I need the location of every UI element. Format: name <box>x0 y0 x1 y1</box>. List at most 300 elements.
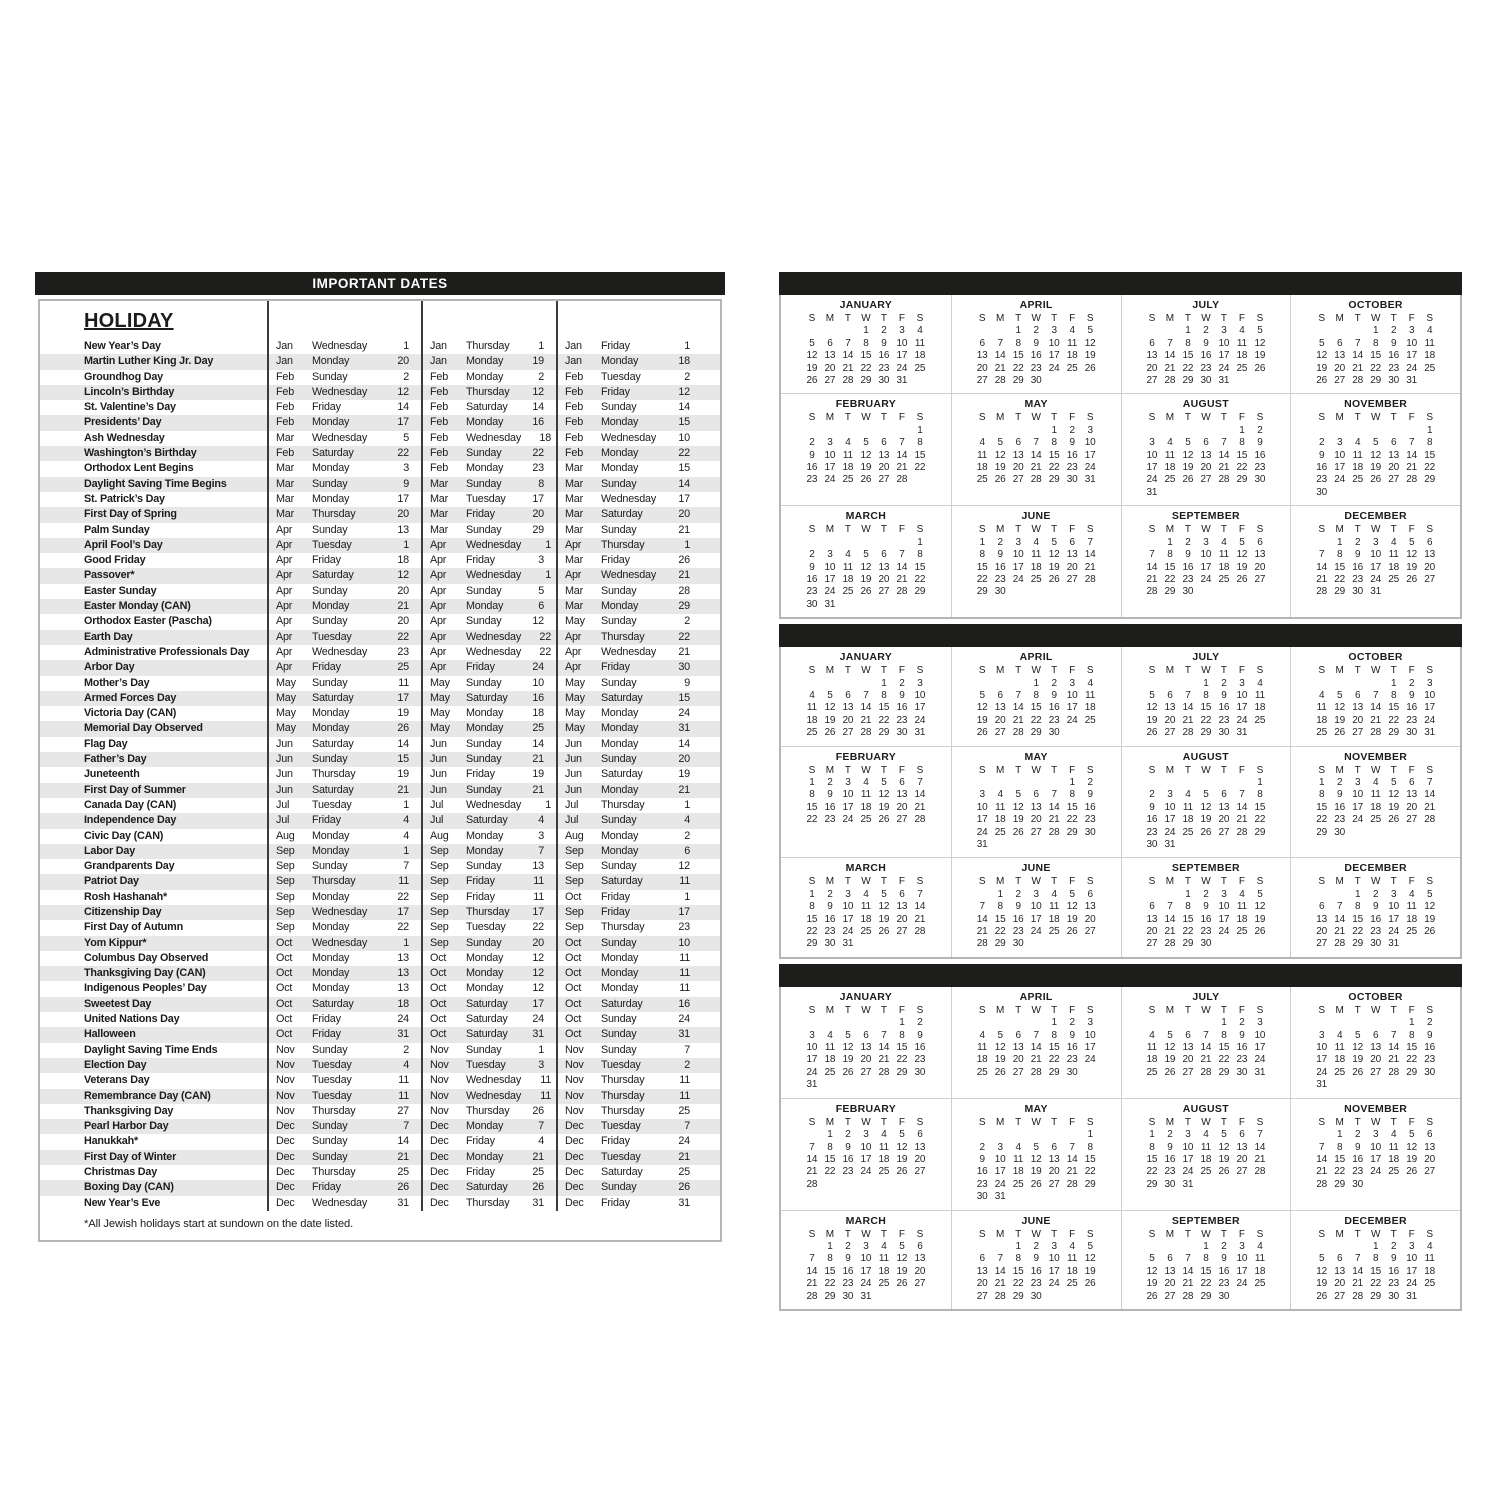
holiday-observance <box>421 1058 556 1073</box>
day-number: 14 <box>1030 1042 1042 1054</box>
day-number: 31 <box>1218 375 1230 387</box>
day-number <box>875 537 893 549</box>
holiday-weekday: Sunday <box>601 1043 637 1056</box>
mini-month-may <box>951 746 1121 858</box>
day-number: 15 <box>860 350 872 362</box>
week-row <box>803 702 929 714</box>
weekday-letter: F <box>1069 764 1076 776</box>
day-number: 1 <box>1167 536 1173 548</box>
day-number: 14 <box>1334 913 1345 925</box>
day-number <box>839 425 857 437</box>
day-number: 28 <box>1370 727 1381 739</box>
day-number: 18 <box>1084 702 1096 714</box>
day-number: 6 <box>881 549 887 561</box>
holiday-observance <box>267 813 421 828</box>
holiday-observance <box>267 630 421 645</box>
day-number: 31 <box>914 727 926 739</box>
day-number: 8 <box>899 1029 905 1041</box>
week-row <box>803 350 929 362</box>
day-number: 16 <box>1352 561 1363 573</box>
day-number: 9 <box>809 449 815 461</box>
holiday-weekday: Wednesday <box>312 1196 368 1209</box>
holiday-observance <box>556 966 720 981</box>
weekday-letter: F <box>1238 524 1245 536</box>
day-number: 14 <box>1388 1042 1399 1054</box>
holiday-observance <box>556 997 720 1012</box>
mini-month-august <box>1121 393 1291 505</box>
day-number: 4 <box>1372 776 1379 788</box>
day-number: 3 <box>1390 888 1397 900</box>
day-number: 16 <box>994 561 1006 573</box>
day-number <box>1215 425 1233 437</box>
weekday-letter: T <box>880 1004 887 1016</box>
day-number: 27 <box>1048 1178 1060 1190</box>
holiday-date: 29 <box>532 523 544 536</box>
day-number: 28 <box>878 1066 890 1078</box>
holiday-weekday: Saturday <box>466 1181 508 1194</box>
holiday-date: 21 <box>678 783 690 796</box>
mini-month-january <box>781 987 951 1098</box>
holiday-date: 5 <box>538 584 544 597</box>
day-number <box>1233 839 1251 851</box>
day-number: 22 <box>806 926 818 938</box>
holiday-weekday: Tuesday <box>466 1058 506 1071</box>
mini-month-july <box>1121 987 1291 1098</box>
weekday-header <box>1313 1005 1439 1017</box>
day-number: 24 <box>896 362 908 374</box>
holiday-name: Independence Day <box>84 814 177 827</box>
weekday-letter: S <box>978 524 986 536</box>
weekday-letter: T <box>1220 1228 1227 1240</box>
day-number: 1 <box>1033 677 1039 689</box>
holiday-month: May <box>565 707 585 720</box>
holiday-observance <box>556 1150 720 1165</box>
day-number: 15 <box>994 913 1006 925</box>
day-number <box>875 425 893 437</box>
holiday-row <box>40 1104 720 1119</box>
holiday-observance <box>267 370 421 385</box>
day-number <box>1081 839 1099 851</box>
weekday-letter: S <box>978 412 986 424</box>
day-number: 7 <box>809 1141 815 1153</box>
weekday-letter: F <box>1069 1004 1076 1016</box>
weekday-letter: F <box>1238 1116 1245 1128</box>
day-number: 30 <box>1388 1290 1399 1302</box>
week-row <box>1143 678 1269 690</box>
weekday-letter: T <box>1220 876 1227 888</box>
day-number: 12 <box>1012 801 1024 813</box>
weekday-letter: W <box>1371 665 1381 677</box>
day-number: 9 <box>1390 337 1397 349</box>
mini-month-july <box>1121 647 1291 745</box>
holiday-name: Remembrance Day (CAN) <box>84 1089 211 1102</box>
day-number: 27 <box>1424 1166 1435 1178</box>
holiday-observance <box>421 691 556 706</box>
day-number: 21 <box>914 801 926 813</box>
weekday-letter: S <box>1318 764 1325 776</box>
weekday-letter: S <box>916 1004 924 1016</box>
day-number: 3 <box>1354 776 1361 788</box>
week-row <box>803 437 929 449</box>
day-number: 31 <box>1254 1066 1266 1078</box>
day-number: 12 <box>824 702 836 714</box>
day-number: 29 <box>1164 586 1176 598</box>
day-number <box>1421 938 1439 950</box>
important-dates-title: IMPORTANT DATES <box>312 276 448 291</box>
holiday-weekday: Sunday <box>312 676 348 689</box>
week-row <box>973 437 1099 449</box>
day-number: 11 <box>860 901 871 913</box>
day-number: 17 <box>1406 1265 1417 1277</box>
weekday-letter: S <box>1148 764 1156 776</box>
day-number: 30 <box>1200 375 1212 387</box>
day-number: 29 <box>1334 586 1345 598</box>
week-row <box>1313 1253 1439 1265</box>
mini-month-june <box>951 857 1121 956</box>
day-number: 1 <box>827 1129 833 1141</box>
weekday-letter: T <box>1354 876 1361 888</box>
day-number: 28 <box>1352 1290 1363 1302</box>
holiday-weekday: Monday <box>466 462 504 475</box>
day-number: 14 <box>914 901 926 913</box>
week-row <box>1313 715 1439 727</box>
holiday-name: Rosh Hashanah* <box>84 890 167 903</box>
weekday-letter: T <box>1051 876 1058 888</box>
holiday-date: 15 <box>397 753 409 766</box>
holiday-month: Sep <box>430 844 449 857</box>
week-row <box>1143 1154 1269 1166</box>
holiday-observance <box>267 1043 421 1058</box>
holiday-date: 17 <box>678 905 690 918</box>
holiday-month: Apr <box>276 538 293 551</box>
holiday-month: Jan <box>276 355 293 368</box>
mini-month-march <box>781 857 951 956</box>
day-number: 24 <box>860 1166 872 1178</box>
day-number: 1 <box>917 536 923 548</box>
day-number: 10 <box>1218 901 1230 913</box>
holiday-weekday: Sunday <box>601 936 637 949</box>
holiday-weekday: Sunday <box>466 615 502 628</box>
day-number: 9 <box>1087 789 1093 801</box>
weekday-letter: M <box>825 665 834 677</box>
day-number: 25 <box>1370 814 1381 826</box>
week-row <box>1143 1166 1269 1178</box>
day-number: 11 <box>1236 901 1247 913</box>
holiday-row <box>40 874 720 889</box>
day-number <box>1143 325 1161 337</box>
weekday-letter: F <box>1238 1228 1245 1240</box>
holiday-date: 26 <box>397 1181 409 1194</box>
holiday-month: Feb <box>565 431 584 444</box>
weekday-letter: S <box>1256 412 1264 424</box>
week-row <box>803 1142 929 1154</box>
holiday-month: Feb <box>430 370 449 383</box>
week-row <box>973 1042 1099 1054</box>
day-number: 2 <box>1015 888 1021 900</box>
holiday-date: 3 <box>538 829 544 842</box>
day-number: 25 <box>1200 1166 1212 1178</box>
holiday-observance <box>421 951 556 966</box>
day-number <box>1367 1179 1385 1191</box>
day-number: 14 <box>860 702 872 714</box>
holiday-month: Sep <box>565 905 584 918</box>
holiday-date: 31 <box>532 1196 544 1209</box>
weekday-letter: M <box>1165 665 1174 677</box>
day-number <box>893 1079 911 1091</box>
day-number: 6 <box>917 1129 923 1141</box>
holiday-date: 20 <box>532 936 544 949</box>
day-number <box>1063 1291 1081 1303</box>
week-row <box>973 1191 1099 1203</box>
day-number: 29 <box>1316 826 1327 838</box>
holiday-observance <box>556 446 720 461</box>
holiday-name: Civic Day (CAN) <box>84 829 164 842</box>
holiday-weekday: Thursday <box>601 538 645 551</box>
day-number: 15 <box>914 561 926 573</box>
day-number: 23 <box>1182 573 1194 585</box>
weekday-letter: T <box>880 764 887 776</box>
day-number: 13 <box>976 1265 988 1277</box>
day-number: 28 <box>1084 573 1096 585</box>
day-number: 12 <box>994 449 1006 461</box>
holiday-row <box>40 553 720 568</box>
day-number: 17 <box>1146 462 1158 474</box>
week-row <box>1313 802 1439 814</box>
holiday-date: 20 <box>397 355 409 368</box>
holiday-weekday: Monday <box>601 951 639 964</box>
weekday-letter: S <box>1318 412 1325 424</box>
holiday-weekday: Monday <box>601 416 639 429</box>
day-number: 21 <box>1164 926 1176 938</box>
day-number: 1 <box>979 536 985 548</box>
day-number: 7 <box>863 689 869 701</box>
holiday-name: Grandparents Day <box>84 860 175 873</box>
week-row <box>1313 1241 1439 1253</box>
day-number <box>1331 425 1349 437</box>
mini-month-october <box>1290 987 1460 1098</box>
day-number: 24 <box>1164 826 1176 838</box>
day-number: 5 <box>979 689 985 701</box>
weekday-letter: W <box>1031 1004 1041 1016</box>
holiday-observance <box>556 1073 720 1088</box>
day-number: 15 <box>1236 449 1248 461</box>
holiday-date: 11 <box>533 875 544 888</box>
day-number <box>1027 1191 1045 1203</box>
day-number: 3 <box>1087 424 1093 436</box>
day-number <box>1081 1191 1099 1203</box>
day-number: 22 <box>1370 362 1381 374</box>
day-number: 5 <box>1149 1253 1155 1265</box>
day-number: 8 <box>1336 1141 1343 1153</box>
weekday-letter: T <box>880 665 887 677</box>
week-row <box>973 549 1099 561</box>
day-number: 30 <box>1424 1066 1435 1078</box>
week-row <box>1313 462 1439 474</box>
day-number: 7 <box>1069 1141 1075 1153</box>
day-number: 4 <box>1336 1029 1343 1041</box>
holiday-name: Orthodox Easter (Pascha) <box>84 615 212 628</box>
day-number: 7 <box>1167 337 1173 349</box>
holiday-date: 1 <box>403 844 409 857</box>
day-number: 19 <box>842 1054 854 1066</box>
holiday-month: Jun <box>276 737 293 750</box>
day-number <box>1349 487 1367 499</box>
week-row <box>803 690 929 702</box>
holiday-weekday: Monday <box>466 829 504 842</box>
holiday-date: 21 <box>678 569 690 582</box>
holiday-date: 24 <box>532 661 544 674</box>
holiday-weekday: Friday <box>601 554 630 567</box>
day-number: 18 <box>1146 1054 1158 1066</box>
day-number <box>803 537 821 549</box>
day-number <box>1331 487 1349 499</box>
day-number: 14 <box>806 1153 818 1165</box>
weekday-header <box>803 1005 929 1017</box>
holiday-observance <box>421 1043 556 1058</box>
weekday-header <box>1143 1117 1269 1129</box>
weekday-letter: M <box>825 1228 834 1240</box>
holiday-observance <box>556 523 720 538</box>
holiday-name: Victoria Day (CAN) <box>84 707 177 720</box>
holiday-date: 1 <box>684 890 690 903</box>
day-number <box>821 425 839 437</box>
holiday-row <box>40 568 720 583</box>
holiday-month: Sep <box>565 875 584 888</box>
week-row <box>803 338 929 350</box>
holiday-date: 21 <box>532 783 544 796</box>
day-number: 24 <box>1084 462 1096 474</box>
day-number: 18 <box>1200 1153 1212 1165</box>
day-number <box>1233 1179 1251 1191</box>
day-number: 15 <box>824 1265 836 1277</box>
holiday-date: 25 <box>397 1166 409 1179</box>
weekday-letter: W <box>1201 1116 1211 1128</box>
weekday-letter: T <box>1390 764 1397 776</box>
day-number: 20 <box>1424 561 1435 573</box>
day-number: 19 <box>1254 350 1266 362</box>
holiday-row <box>40 1089 720 1104</box>
day-number: 24 <box>860 1278 872 1290</box>
day-number <box>1251 938 1269 950</box>
day-number: 29 <box>1200 727 1212 739</box>
week-row <box>1313 690 1439 702</box>
weekday-letter: M <box>825 1004 834 1016</box>
week-row <box>1313 425 1439 437</box>
holiday-month: Jun <box>565 753 582 766</box>
holiday-weekday: Friday <box>312 554 341 567</box>
day-number: 13 <box>1012 449 1024 461</box>
week-row <box>1313 926 1439 938</box>
weekday-letter: W <box>1371 412 1381 424</box>
holiday-name: April Fool’s Day <box>84 538 163 551</box>
day-number: 22 <box>1146 1166 1158 1178</box>
day-number: 21 <box>1084 561 1096 573</box>
weekday-letter: F <box>898 1004 905 1016</box>
holiday-date: 4 <box>403 814 409 827</box>
week-row <box>803 1129 929 1141</box>
weekday-letter: W <box>861 1228 871 1240</box>
day-number <box>1009 1017 1027 1029</box>
holiday-date: 4 <box>403 1058 409 1071</box>
holiday-weekday: Saturday <box>312 569 354 582</box>
day-number: 17 <box>842 913 854 925</box>
day-number: 19 <box>1424 913 1435 925</box>
holiday-date: 7 <box>403 1120 409 1133</box>
holiday-observance <box>267 844 421 859</box>
day-number: 8 <box>1185 337 1191 349</box>
day-number: 19 <box>1352 1054 1363 1066</box>
weekday-letter: M <box>1165 524 1174 536</box>
day-number: 16 <box>1254 449 1266 461</box>
month-name: JANUARY <box>839 651 893 664</box>
holiday-date: 17 <box>397 492 409 505</box>
holiday-observance <box>267 1058 421 1073</box>
day-number: 22 <box>1048 1054 1060 1066</box>
day-number: 28 <box>1030 474 1042 486</box>
day-number: 21 <box>1316 1166 1327 1178</box>
day-number: 6 <box>899 888 905 900</box>
holiday-weekday: Tuesday <box>312 538 352 551</box>
week-row <box>803 901 929 913</box>
weekday-letter: S <box>1426 1116 1433 1128</box>
weekday-letter: F <box>898 876 905 888</box>
day-number: 20 <box>976 362 988 374</box>
day-number: 5 <box>1408 536 1415 548</box>
day-number: 25 <box>994 826 1006 838</box>
day-number: 29 <box>1370 375 1381 387</box>
week-row <box>1143 586 1269 598</box>
day-number: 31 <box>1316 1079 1327 1091</box>
week-row <box>803 1054 929 1066</box>
holiday-weekday: Friday <box>312 1028 341 1041</box>
weekday-letter: S <box>916 313 924 324</box>
day-number: 9 <box>899 689 905 701</box>
holiday-date: 11 <box>540 1074 552 1087</box>
day-number: 18 <box>1048 913 1060 925</box>
mini-month-november <box>1290 1098 1460 1210</box>
mini-month-december <box>1290 505 1460 617</box>
day-number: 16 <box>1352 1153 1363 1165</box>
day-number: 6 <box>1426 536 1433 548</box>
holiday-month: Mar <box>565 584 583 597</box>
day-number <box>973 678 991 690</box>
day-number: 30 <box>1254 474 1266 486</box>
year-calendar-block <box>779 624 1462 959</box>
day-number: 6 <box>1087 888 1093 900</box>
day-number: 23 <box>842 1166 854 1178</box>
week-row <box>803 586 929 598</box>
day-number: 24 <box>1218 926 1230 938</box>
holiday-name: Thanksgiving Day (CAN) <box>84 967 206 980</box>
weekday-header <box>803 1117 929 1129</box>
holiday-month: Nov <box>565 1058 584 1071</box>
day-number: 2 <box>1051 677 1057 689</box>
day-number: 2 <box>881 325 887 337</box>
day-number: 18 <box>1012 1166 1024 1178</box>
day-number: 7 <box>1239 789 1245 801</box>
weekday-letter: S <box>1426 1228 1433 1240</box>
day-number: 30 <box>1182 586 1194 598</box>
day-number: 10 <box>976 801 988 813</box>
day-number: 24 <box>1048 1278 1060 1290</box>
day-number: 15 <box>896 1042 908 1054</box>
week-row <box>803 1179 929 1191</box>
holiday-weekday: Wednesday <box>466 1089 522 1102</box>
holiday-date: 21 <box>532 1150 544 1163</box>
holiday-observance <box>421 676 556 691</box>
day-number <box>875 1017 893 1029</box>
holiday-date: 1 <box>684 340 690 352</box>
